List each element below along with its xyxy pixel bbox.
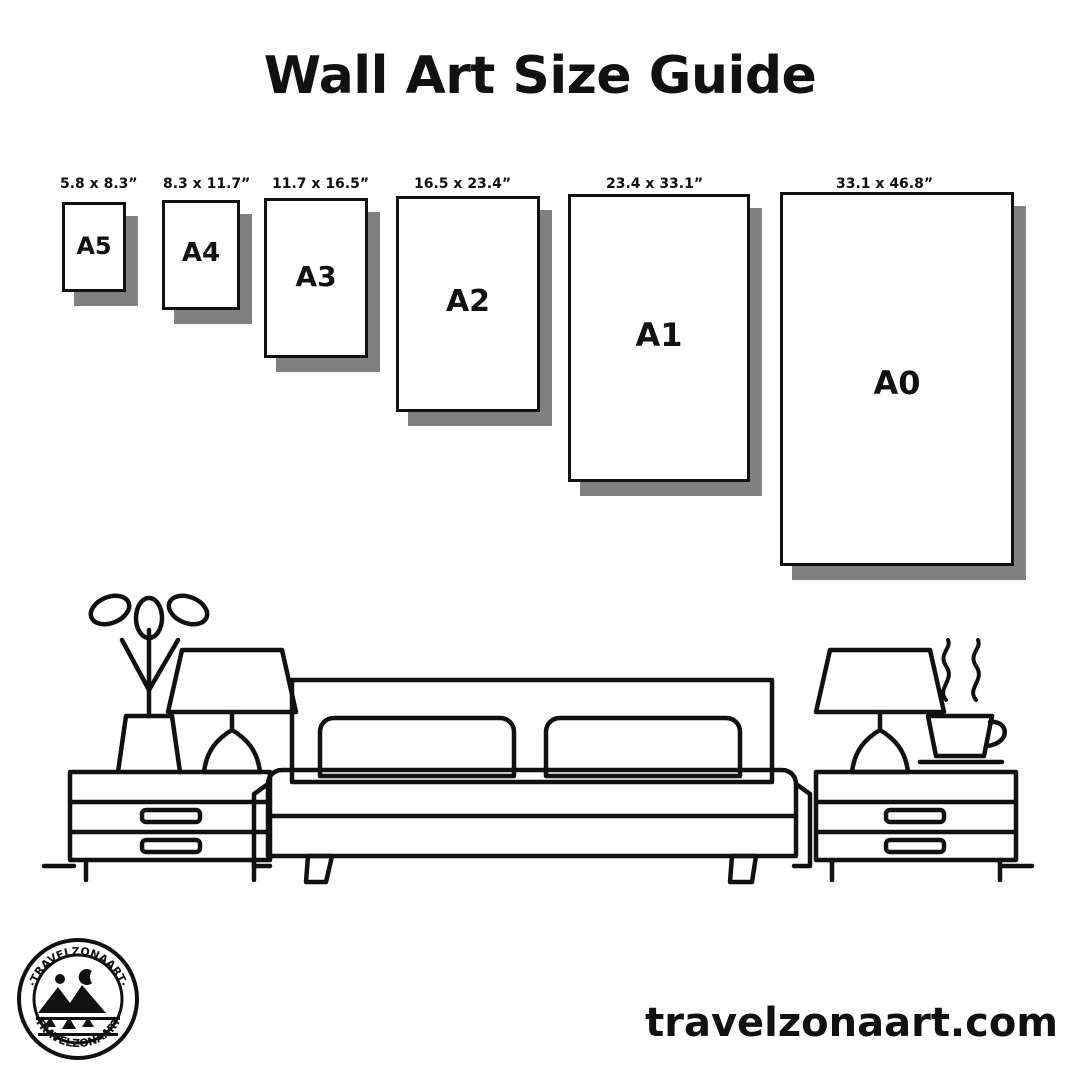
frame-a5-label: A5 — [76, 232, 112, 260]
bedroom-illustration — [30, 570, 1050, 900]
frame-a5-dimensions: 5.8 x 8.3” — [60, 176, 138, 192]
frame-a4-dimensions: 8.3 x 11.7” — [163, 176, 251, 192]
nightstand-right — [816, 772, 1016, 880]
brand-logo — [14, 935, 142, 1063]
bed — [254, 680, 810, 882]
frame-a1-label: A1 — [635, 316, 683, 354]
logo-text-bottom: ·TRAVELZONAART· — [30, 1012, 126, 1051]
frame-a5 — [62, 202, 126, 292]
table-lamp-left — [168, 650, 296, 772]
frame-a3-label: A3 — [295, 260, 337, 293]
frame-a0-dimensions: 33.1 x 46.8” — [836, 176, 934, 192]
plant-vase — [87, 590, 212, 772]
frame-a0 — [780, 192, 1014, 566]
frame-a0-label: A0 — [873, 364, 921, 402]
frame-a1-dimensions: 23.4 x 33.1” — [606, 176, 704, 192]
nightstand-left — [70, 772, 270, 880]
logo-text-top: ·TRAVELZONAART· — [26, 944, 130, 989]
frame-a2-dimensions: 16.5 x 23.4” — [414, 176, 512, 192]
frame-a2 — [396, 196, 540, 412]
frame-a1 — [568, 194, 750, 482]
frame-a3 — [264, 198, 368, 358]
frame-a2-label: A2 — [445, 284, 491, 319]
website-url[interactable]: travelzonaart.com — [645, 1000, 1058, 1046]
frame-a4-label: A4 — [181, 238, 221, 268]
page-title: Wall Art Size Guide — [263, 46, 817, 106]
frame-a3-dimensions: 11.7 x 16.5” — [272, 176, 370, 192]
table-lamp-right — [816, 650, 944, 772]
frame-a4 — [162, 200, 240, 310]
